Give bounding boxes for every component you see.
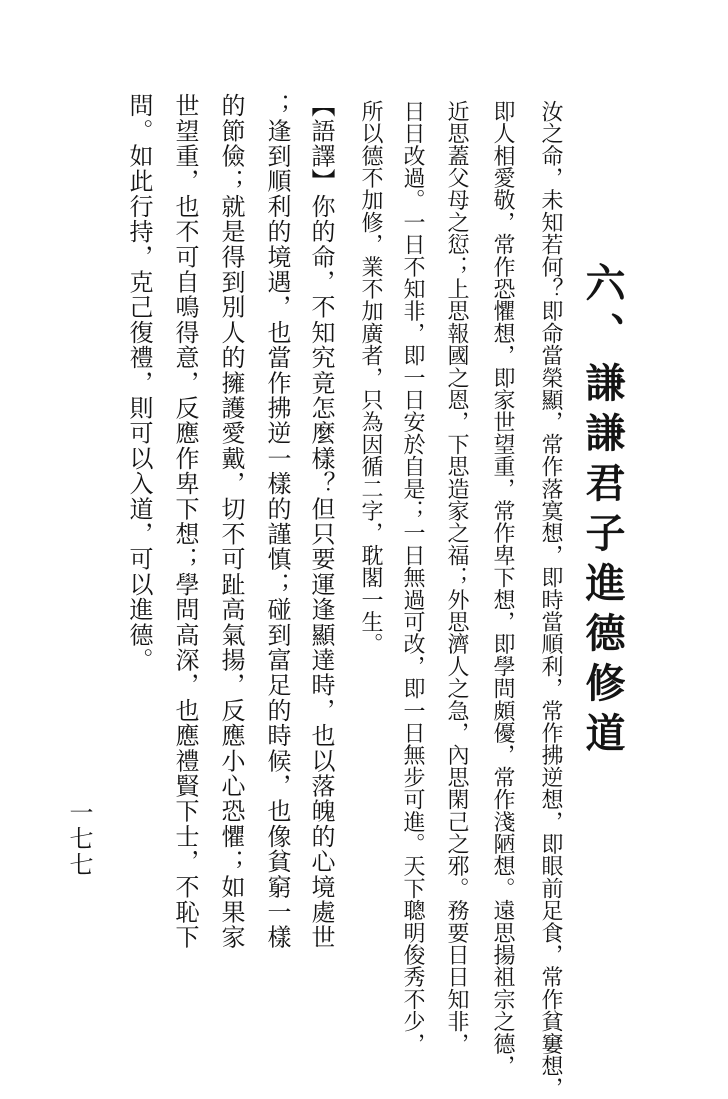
section-title: 六、謙謙君子進德修道	[579, 262, 626, 762]
original-text-line-1: 汝之命，未知若何？即命當榮顯，常作落寞想，即時當順利，常作拂逆想，即眼前足食，常作貧窶想，	[538, 100, 563, 1099]
translation-line-1: 【語譯】你的命，不知究竟怎麼樣？但只要運逢顯達時，也以落魄的心境處世	[307, 93, 335, 950]
translation-line-2: ；逢到順利的境遇，也當作拂逆一樣的謹慎；碰到富足的時候，也像貧窮一樣	[263, 93, 291, 950]
original-text-line-4: 日日改過。一日不知非，即一日安於自是；一日無過可改，即一日無步可進。天下聰明俊秀不少，	[400, 100, 425, 1055]
translation-line-5: 問。如此行持，克己復禮，則可以入道，可以進德。	[125, 93, 153, 673]
original-text-line-5: 所以德不加修，業不加廣者，只為因循二字，耽閣一生。	[358, 100, 383, 655]
translation-line-4: 世望重，也不可自鳴得意，反應作卑下想；學問高深，也應禮賢下士，不恥下	[171, 93, 199, 950]
original-text-line-3: 近思蓋父母之愆；上思報國之恩，下思造家之福；外思濟人之急，內思閑己之邪。務要日日知非，	[444, 100, 469, 1055]
translation-label: 【語譯】	[307, 93, 335, 194]
original-text-line-2: 即人相愛敬，常作恐懼想，即家世望重，常作卑下想，即學問頗優，常作淺陋想。遠思揚祖宗之德，	[490, 100, 515, 1077]
translation-line-3: 的節儉；就是得到別人的擁護愛戴，切不可趾高氣揚，反應小心恐懼；如果家	[217, 93, 245, 950]
page-number: 一七七	[65, 800, 93, 878]
